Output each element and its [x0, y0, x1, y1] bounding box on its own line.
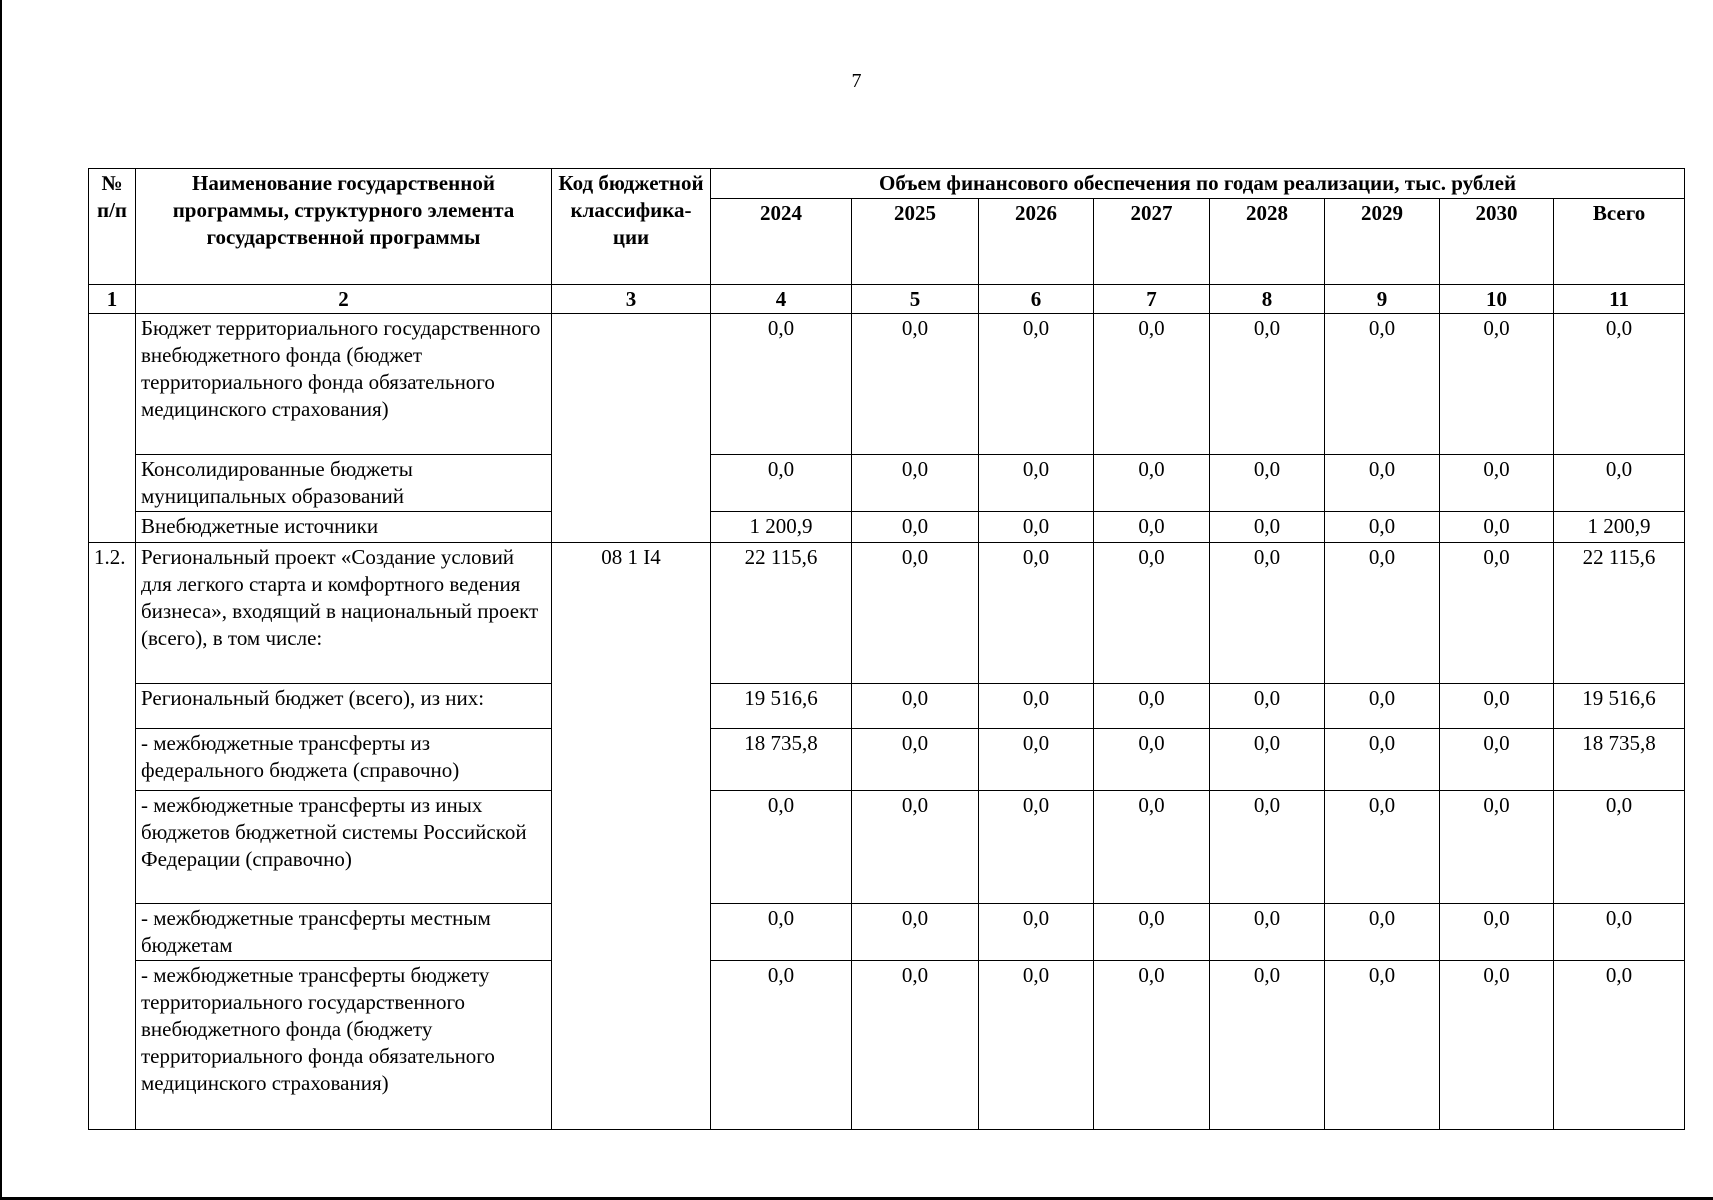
value-cell: 0,0: [1094, 455, 1210, 512]
table-row: [89, 455, 1685, 512]
value-cell-total: 18 735,8: [1554, 729, 1685, 791]
value-cell: 0,0: [1210, 684, 1325, 729]
header-year: 2028: [1210, 199, 1325, 285]
table-row: [89, 512, 1685, 543]
table-row: [89, 314, 1685, 455]
column-number-row: [89, 285, 1685, 314]
value-cell: 0,0: [852, 455, 979, 512]
column-number: 4: [711, 285, 852, 314]
value-cell: 0,0: [711, 314, 852, 455]
value-cell: 0,0: [1440, 512, 1554, 543]
value-cell: 0,0: [1210, 961, 1325, 1130]
header-row: [89, 169, 1685, 199]
value-cell: 0,0: [1325, 512, 1440, 543]
column-number: 9: [1325, 285, 1440, 314]
value-cell: 0,0: [979, 961, 1094, 1130]
value-cell: 1 200,9: [711, 512, 852, 543]
value-cell: 0,0: [979, 543, 1094, 684]
value-cell-total: 0,0: [1554, 455, 1685, 512]
value-cell: 18 735,8: [711, 729, 852, 791]
value-cell: 0,0: [1440, 684, 1554, 729]
row-index: 1.2.: [89, 543, 136, 1130]
header-year: 2025: [852, 199, 979, 285]
value-cell: 0,0: [852, 729, 979, 791]
value-cell: 0,0: [1440, 543, 1554, 684]
row-name: - межбюджетные трансферты бюджету территориального государственного внебюджетного фонда (бюджету территориального фонда обязательного медицинского страхования): [136, 961, 552, 1130]
value-cell: 0,0: [711, 961, 852, 1130]
header-code: Код бюджетной классифика-ции: [552, 169, 711, 285]
value-cell: 0,0: [1094, 961, 1210, 1130]
value-cell: 0,0: [1210, 729, 1325, 791]
row-name: Консолидированные бюджеты муниципальных образований: [136, 455, 552, 512]
column-number: 5: [852, 285, 979, 314]
value-cell: 0,0: [1094, 904, 1210, 961]
header-name: Наименование государственной программы, структурного элемента государственной программы: [136, 169, 552, 285]
value-cell: 0,0: [1325, 961, 1440, 1130]
value-cell: 0,0: [1325, 729, 1440, 791]
value-cell: 0,0: [1094, 684, 1210, 729]
value-cell: 0,0: [1325, 791, 1440, 904]
value-cell: 0,0: [1094, 512, 1210, 543]
header-index: № п/п: [89, 169, 136, 285]
value-cell-total: 0,0: [1554, 961, 1685, 1130]
budget-table: [88, 168, 1685, 1130]
row-name: - межбюджетные трансферты из федерального бюджета (справочно): [136, 729, 552, 791]
value-cell: 0,0: [1440, 455, 1554, 512]
value-cell: 0,0: [1210, 455, 1325, 512]
value-cell: 0,0: [1440, 791, 1554, 904]
column-number: 2: [136, 285, 552, 314]
row-index-cell: [89, 314, 136, 543]
table-row: [89, 684, 1685, 729]
value-cell-total: 22 115,6: [1554, 543, 1685, 684]
value-cell: 0,0: [979, 314, 1094, 455]
column-number: 7: [1094, 285, 1210, 314]
value-cell: 0,0: [1440, 314, 1554, 455]
value-cell: 0,0: [1210, 543, 1325, 684]
value-cell: 0,0: [979, 791, 1094, 904]
value-cell: 0,0: [979, 512, 1094, 543]
value-cell: 0,0: [1325, 543, 1440, 684]
value-cell: 22 115,6: [711, 543, 852, 684]
column-number: 11: [1554, 285, 1685, 314]
value-cell: 0,0: [852, 684, 979, 729]
row-name: Региональный проект «Создание условий для легкого старта и комфортного ведения бизнеса», входящий в национальный проект (всего), в том числе:: [136, 543, 552, 684]
value-cell: 0,0: [1210, 314, 1325, 455]
value-cell: 0,0: [711, 791, 852, 904]
value-cell-total: 19 516,6: [1554, 684, 1685, 729]
value-cell: 0,0: [1440, 961, 1554, 1130]
value-cell: 0,0: [1210, 791, 1325, 904]
value-cell: 0,0: [852, 961, 979, 1130]
value-cell: 0,0: [1094, 729, 1210, 791]
value-cell: 0,0: [711, 455, 852, 512]
value-cell: 0,0: [1325, 684, 1440, 729]
value-cell: 0,0: [1440, 904, 1554, 961]
row-code-cell: [552, 314, 711, 543]
value-cell: 0,0: [852, 904, 979, 961]
value-cell: 0,0: [1094, 314, 1210, 455]
column-number: 3: [552, 285, 711, 314]
table-row: [89, 543, 1685, 684]
table-row: [89, 961, 1685, 1130]
value-cell: 0,0: [1325, 314, 1440, 455]
value-cell: 0,0: [1440, 729, 1554, 791]
value-cell: 0,0: [852, 314, 979, 455]
value-cell: 0,0: [711, 904, 852, 961]
page-edge-left: [0, 0, 2, 1200]
column-number: 8: [1210, 285, 1325, 314]
column-number: 6: [979, 285, 1094, 314]
value-cell: 0,0: [1325, 455, 1440, 512]
value-cell: 0,0: [852, 791, 979, 904]
column-number: 1: [89, 285, 136, 314]
value-cell: 19 516,6: [711, 684, 852, 729]
row-name: - межбюджетные трансферты из иных бюджетов бюджетной системы Российской Федерации (справочно): [136, 791, 552, 904]
value-cell: 0,0: [1094, 791, 1210, 904]
value-cell: 0,0: [852, 512, 979, 543]
header-year: 2024: [711, 199, 852, 285]
value-cell: 0,0: [1094, 543, 1210, 684]
header-year: 2027: [1094, 199, 1210, 285]
row-name: Бюджет территориального государственного внебюджетного фонда (бюджет территориального фонда обязательного медицинского страхования): [136, 314, 552, 455]
value-cell: 0,0: [979, 455, 1094, 512]
value-cell: 0,0: [852, 543, 979, 684]
row-name: Региональный бюджет (всего), из них:: [136, 684, 552, 729]
header-amount: Объем финансового обеспечения по годам реализации, тыс. рублей: [711, 169, 1685, 199]
table-row: [89, 791, 1685, 904]
table-row: [89, 904, 1685, 961]
value-cell-total: 0,0: [1554, 791, 1685, 904]
page-number: 7: [851, 70, 862, 92]
row-name: Внебюджетные источники: [136, 512, 552, 543]
value-cell: 0,0: [979, 904, 1094, 961]
value-cell-total: 1 200,9: [1554, 512, 1685, 543]
value-cell: 0,0: [979, 684, 1094, 729]
table-row: [89, 729, 1685, 791]
row-name: - межбюджетные трансферты местным бюджетам: [136, 904, 552, 961]
value-cell: 0,0: [979, 729, 1094, 791]
value-cell: 0,0: [1325, 904, 1440, 961]
value-cell-total: 0,0: [1554, 904, 1685, 961]
column-number: 10: [1440, 285, 1554, 314]
value-cell: 0,0: [1210, 904, 1325, 961]
row-code: 08 1 I4: [552, 543, 711, 1130]
header-year: 2026: [979, 199, 1094, 285]
header-year: 2029: [1325, 199, 1440, 285]
value-cell: 0,0: [1210, 512, 1325, 543]
header-year: 2030: [1440, 199, 1554, 285]
value-cell-total: 0,0: [1554, 314, 1685, 455]
header-year-total: Всего: [1554, 199, 1685, 285]
